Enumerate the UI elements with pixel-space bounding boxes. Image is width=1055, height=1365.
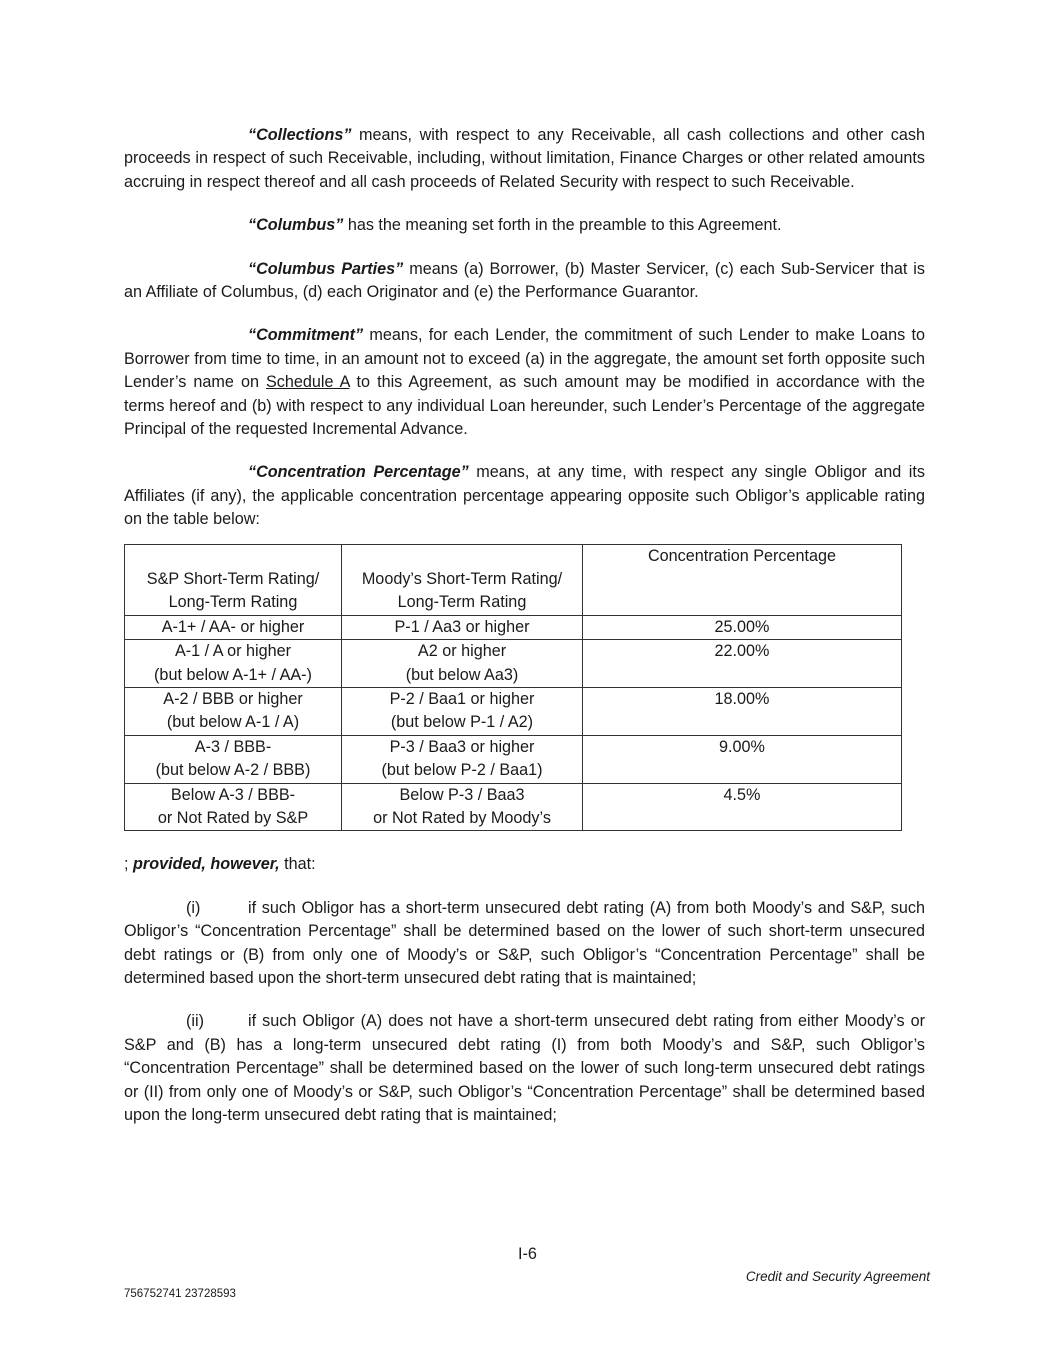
header-text: Long-Term Rating bbox=[397, 593, 527, 612]
header-text: Concentration Percentage bbox=[647, 546, 837, 565]
cell-moodys bbox=[342, 735, 583, 783]
definition-columbus-parties bbox=[124, 258, 925, 305]
proviso-emphasis: provided, however, bbox=[133, 855, 280, 874]
cell-text: 25.00% bbox=[714, 617, 770, 636]
definition-concentration-percentage bbox=[124, 461, 925, 531]
cell-text: 9.00% bbox=[719, 737, 765, 756]
table-row bbox=[125, 783, 902, 831]
cell-text: 18.00% bbox=[714, 689, 770, 708]
definition-text: means, with respect to any Receivable, all cash collections and other cash proceeds in respect of such Receivable, including, without limitation, Finance Charges or other related amounts accruing in respect thereof and all cash proceeds of Related Security with respect to such Receivable. bbox=[124, 126, 925, 191]
footer-document-title: Credit and Security Agreement bbox=[745, 1269, 930, 1284]
cell-percentage bbox=[583, 783, 902, 831]
table-row bbox=[125, 687, 902, 735]
definition-text: means (a) Borrower, (b) Master Servicer, (c) each Sub-Servicer that is an Affiliate of Columbus, (d) each Originator and (e) the Performance Guarantor. bbox=[124, 259, 925, 302]
cell-text: (but below A-2 / BBB) bbox=[155, 761, 311, 780]
defined-term: “Commitment” bbox=[248, 326, 364, 345]
cell-text: A-3 / BBB- bbox=[194, 737, 272, 756]
cell-text: or Not Rated by S&P bbox=[157, 808, 309, 827]
cell-percentage bbox=[583, 687, 902, 735]
cell-sp bbox=[125, 783, 342, 831]
definition-text: means, for each Lender, the commitment of such Lender to make Loans to Borrower from time to time, in an amount not to exceed (a) in the aggregate, the amount set forth opposite such Lender’s name on bbox=[124, 326, 925, 392]
definition-text: means, at any time, with respect any single Obligor and its Affiliates (if any), the applicable concentration percentage appearing opposite such Obligor’s applicable rating on the table below: bbox=[124, 463, 925, 529]
cell-percentage bbox=[583, 615, 902, 639]
header-moodys-rating bbox=[342, 544, 583, 615]
cell-text: P-3 / Baa3 or higher bbox=[389, 737, 535, 756]
cell-moodys bbox=[342, 783, 583, 831]
defined-term: “Columbus” bbox=[248, 216, 344, 235]
cell-text: (but below P-2 / Baa1) bbox=[381, 761, 543, 780]
cell-text: 22.00% bbox=[714, 642, 770, 661]
clause-ii bbox=[124, 1010, 925, 1127]
definition-columbus bbox=[124, 214, 925, 237]
cell-moodys bbox=[342, 615, 583, 639]
definition-collections bbox=[124, 124, 925, 194]
table-row bbox=[125, 615, 902, 639]
clause-text: if such Obligor (A) does not have a short-term unsecured debt rating from either Moody’s or S&P and (B) has a long-term unsecured debt rating (I) from both Moody’s and S&P, such Obligor’s “Concentration Percentage” shall be determined based on the lower of such long-term unsecured debt ratings or (II) from only one of Moody’s or S&P, such Obligor’s “Concentration Percentage” shall be determined based upon the long-term unsecured debt rating that is maintained; bbox=[124, 1012, 925, 1124]
cell-sp bbox=[125, 615, 342, 639]
table-row bbox=[125, 640, 902, 688]
cell-text: (but below P-1 / A2) bbox=[390, 713, 534, 732]
document-body bbox=[124, 124, 925, 1147]
defined-term: “Concentration Percentage” bbox=[248, 463, 469, 482]
cell-text: A-2 / BBB or higher bbox=[163, 689, 303, 708]
cell-text: (but below Aa3) bbox=[405, 665, 519, 684]
header-sp-rating bbox=[125, 544, 342, 615]
defined-term: “Collections” bbox=[248, 126, 352, 144]
cell-text: or Not Rated by Moody’s bbox=[373, 808, 551, 827]
cell-text: P-1 / Aa3 or higher bbox=[394, 617, 530, 636]
cell-text: A-1+ / AA- or higher bbox=[161, 617, 305, 636]
clause-number: (ii) bbox=[186, 1012, 204, 1031]
clause-number: (i) bbox=[186, 898, 201, 917]
cell-text: A2 or higher bbox=[417, 642, 507, 661]
page-number: I-6 bbox=[518, 1245, 537, 1263]
table-header-row bbox=[125, 544, 902, 615]
cell-text: (but below A-1+ / AA-) bbox=[154, 665, 312, 684]
header-text: Long-Term Rating bbox=[168, 593, 298, 612]
proviso-suffix: that: bbox=[279, 855, 316, 874]
clause-i bbox=[124, 897, 925, 991]
proviso-prefix: ; bbox=[124, 855, 133, 874]
header-text: Moody’s Short-Term Rating/ bbox=[361, 569, 563, 588]
clause-text: if such Obligor has a short-term unsecured debt rating (A) from both Moody’s and S&P, such Obligor’s “Concentration Percentage” shall be determined based on the lower of such short-term unsecured debt ratings or (B) from only one of Moody’s or S&P, such Obligor’s “Concentration Percentage” shall be determined based upon the short-term unsecured debt rating that is maintained; bbox=[124, 898, 925, 987]
footer-document-id: 756752741 23728593 bbox=[124, 1288, 236, 1300]
cell-moodys bbox=[342, 640, 583, 688]
cell-percentage bbox=[583, 735, 902, 783]
cell-text: 4.5% bbox=[723, 785, 761, 804]
definition-text: to this Agreement, as such amount may be modified in accordance with the terms hereof and (b) with respect to any individual Loan hereunder, such Lender’s Percentage of the aggregate Principal of the requested Incremental Advance. bbox=[124, 373, 925, 439]
schedule-a-reference: Schedule A bbox=[265, 373, 350, 392]
cell-text: (but below A-1 / A) bbox=[166, 713, 300, 732]
cell-text: Below A-3 / BBB- bbox=[170, 785, 296, 804]
concentration-table bbox=[124, 544, 902, 832]
defined-term: “Columbus Parties” bbox=[248, 259, 404, 278]
cell-text: Below P-3 / Baa3 bbox=[399, 785, 525, 804]
header-text: S&P Short-Term Rating/ bbox=[146, 569, 320, 588]
cell-sp bbox=[125, 640, 342, 688]
cell-sp bbox=[125, 687, 342, 735]
cell-percentage bbox=[583, 640, 902, 688]
proviso bbox=[124, 853, 925, 876]
header-concentration-percentage bbox=[583, 544, 902, 615]
definition-text: has the meaning set forth in the preamble to this Agreement. bbox=[343, 216, 782, 235]
cell-text: A-1 / A or higher bbox=[174, 642, 292, 661]
definition-commitment bbox=[124, 324, 925, 441]
cell-sp bbox=[125, 735, 342, 783]
table-row bbox=[125, 735, 902, 783]
cell-moodys bbox=[342, 687, 583, 735]
cell-text: P-2 / Baa1 or higher bbox=[389, 689, 535, 708]
